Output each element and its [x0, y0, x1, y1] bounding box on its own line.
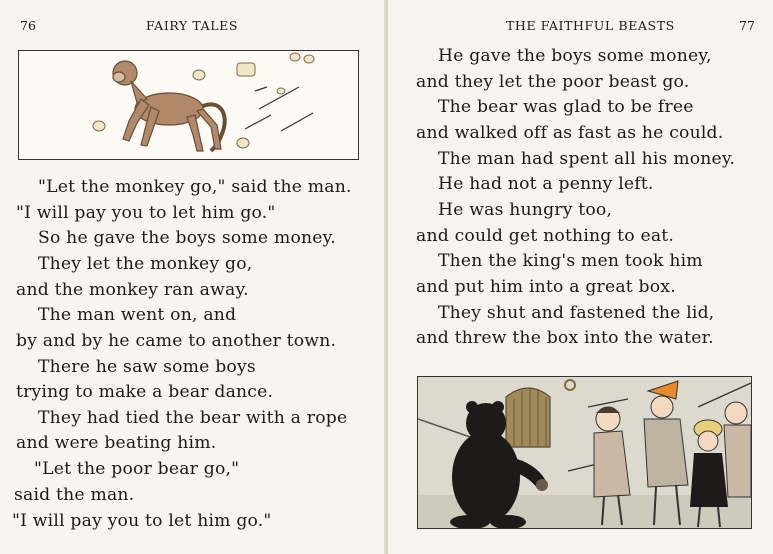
text-line: They let the monkey go, — [38, 254, 253, 274]
monkey-illustration — [18, 50, 359, 160]
left-page — [0, 0, 386, 554]
text-line: "I will pay you to let him go." — [16, 203, 276, 223]
text-line: and were beating him. — [16, 433, 217, 453]
running-head: FAIRY TALES — [146, 18, 239, 33]
page-number: 77 — [739, 18, 755, 33]
text-line: They shut and fastened the lid, — [438, 303, 715, 323]
text-line: So he gave the boys some money. — [38, 228, 336, 248]
text-line: and the monkey ran away. — [16, 280, 249, 300]
text-line: The man went on, and — [38, 305, 237, 325]
right-page — [388, 0, 773, 554]
text-line: trying to make a bear dance. — [16, 382, 274, 402]
text-line: They had tied the bear with a rope — [38, 408, 348, 428]
text-line: said the man. — [14, 485, 135, 505]
text-line: The man had spent all his money. — [438, 149, 736, 169]
text-line: Then the king's men took him — [438, 251, 703, 271]
text-line: The bear was glad to be free — [438, 97, 694, 117]
text-line: and they let the poor beast go. — [416, 72, 690, 92]
text-line: and put him into a great box. — [416, 277, 676, 297]
bear-and-boys-illustration — [417, 376, 752, 529]
text-line: There he saw some boys — [38, 357, 256, 377]
text-line: He was hungry too, — [438, 200, 613, 220]
text-line: He gave the boys some money, — [438, 46, 712, 66]
text-line: "I will pay you to let him go." — [12, 511, 272, 531]
running-head: THE FAITHFUL BEASTS — [506, 18, 675, 33]
text-line: "Let the monkey go," said the man. — [38, 177, 352, 197]
text-line: "Let the poor bear go," — [34, 459, 240, 479]
text-line: and threw the box into the water. — [416, 328, 714, 348]
text-line: by and by he came to another town. — [16, 331, 337, 351]
text-line: and could get nothing to eat. — [416, 226, 675, 246]
text-line: He had not a penny left. — [438, 174, 654, 194]
page-number: 76 — [20, 18, 36, 33]
text-line: and walked off as fast as he could. — [416, 123, 724, 143]
